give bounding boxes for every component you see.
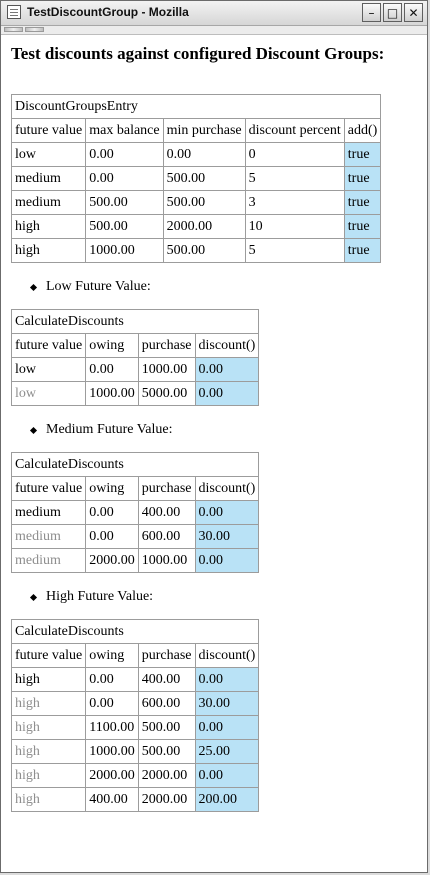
table-cell: 500.00: [163, 239, 245, 263]
table-cell: 5: [245, 239, 344, 263]
result-cell: true: [344, 167, 381, 191]
table-title: CalculateDiscounts: [12, 620, 259, 644]
table-cell: 1000.00: [86, 740, 139, 764]
table-cell: 500.00: [163, 167, 245, 191]
table-header-row: [12, 334, 259, 358]
bullet-icon: [30, 593, 37, 600]
result-cell: true: [344, 191, 381, 215]
table-cell: high: [12, 740, 86, 764]
table-cell: 0.00: [86, 525, 139, 549]
table-cell: medium: [12, 501, 86, 525]
table-row: [12, 501, 259, 525]
table-cell: 2000.00: [163, 215, 245, 239]
table-cell: 10: [245, 215, 344, 239]
column-header: discount(): [195, 644, 259, 668]
table-row: [12, 668, 259, 692]
table-cell: 400.00: [138, 668, 195, 692]
result-cell: 0.00: [195, 764, 259, 788]
table-cell: low: [12, 382, 86, 406]
list-item: [31, 589, 417, 605]
calculate-discounts-high-table: [11, 619, 259, 812]
table-cell: 1000.00: [138, 358, 195, 382]
column-header: future value: [12, 477, 86, 501]
column-header: owing: [86, 477, 139, 501]
table-title: CalculateDiscounts: [12, 453, 259, 477]
table-cell: high: [12, 764, 86, 788]
table-cell: 0.00: [86, 668, 139, 692]
table-cell: high: [12, 239, 86, 263]
table-row: [12, 788, 259, 812]
table-cell: medium: [12, 549, 86, 573]
bullet-icon: [30, 426, 37, 433]
result-cell: 30.00: [195, 525, 259, 549]
table-row: [12, 167, 381, 191]
list-item: [31, 279, 417, 295]
table-row: [12, 382, 259, 406]
table-cell: 2000.00: [138, 788, 195, 812]
column-header: discount(): [195, 477, 259, 501]
table-row: [12, 191, 381, 215]
calculate-discounts-low-table: [11, 309, 259, 406]
discount-groups-entry-table: [11, 94, 381, 263]
table-cell: high: [12, 668, 86, 692]
table-cell: 5000.00: [138, 382, 195, 406]
table-cell: 600.00: [138, 692, 195, 716]
table-row: [12, 692, 259, 716]
table-cell: 600.00: [138, 525, 195, 549]
column-header: add(): [344, 119, 381, 143]
table-cell: 0.00: [86, 501, 139, 525]
table-cell: 400.00: [138, 501, 195, 525]
table-cell: 1000.00: [138, 549, 195, 573]
table-row: [12, 215, 381, 239]
table-row: [12, 716, 259, 740]
section-label: High Future Value:: [46, 589, 154, 604]
column-header: max balance: [86, 119, 163, 143]
table-cell: medium: [12, 191, 86, 215]
document-icon: [7, 5, 21, 19]
section-label: Medium Future Value:: [46, 422, 173, 437]
column-header: discount percent: [245, 119, 344, 143]
result-cell: 25.00: [195, 740, 259, 764]
title-bar: [1, 1, 427, 26]
table-cell: 0: [245, 143, 344, 167]
result-cell: 30.00: [195, 692, 259, 716]
table-cell: 0.00: [86, 167, 163, 191]
table-cell: low: [12, 358, 86, 382]
page-heading: Test discounts against configured Discount Groups:: [11, 44, 385, 63]
table-row: [12, 358, 259, 382]
table-cell: 0.00: [86, 143, 163, 167]
result-cell: 0.00: [195, 668, 259, 692]
column-header: purchase: [138, 644, 195, 668]
calculate-discounts-medium-table: [11, 452, 259, 573]
column-header: future value: [12, 334, 86, 358]
table-cell: 3: [245, 191, 344, 215]
table-cell: medium: [12, 525, 86, 549]
window-title: TestDiscountGroup - Mozilla: [27, 5, 189, 19]
table-row: [12, 740, 259, 764]
minimize-button[interactable]: –: [362, 3, 381, 22]
table-cell: 500.00: [138, 740, 195, 764]
table-header-row: [12, 119, 381, 143]
table-header-row: [12, 644, 259, 668]
result-cell: true: [344, 239, 381, 263]
column-header: min purchase: [163, 119, 245, 143]
maximize-button[interactable]: □: [383, 3, 402, 22]
result-cell: true: [344, 215, 381, 239]
column-header: purchase: [138, 477, 195, 501]
table-row: [12, 525, 259, 549]
table-cell: 1000.00: [86, 382, 139, 406]
column-header: owing: [86, 334, 139, 358]
result-cell: 200.00: [195, 788, 259, 812]
table-title: CalculateDiscounts: [12, 310, 259, 334]
table-header-row: [12, 477, 259, 501]
table-row: [12, 764, 259, 788]
table-title: DiscountGroupsEntry: [12, 95, 381, 119]
table-cell: 2000.00: [86, 764, 139, 788]
section-label: Low Future Value:: [46, 279, 151, 294]
column-header: discount(): [195, 334, 259, 358]
table-cell: medium: [12, 167, 86, 191]
result-cell: 0.00: [195, 549, 259, 573]
result-cell: 0.00: [195, 716, 259, 740]
table-cell: 500.00: [86, 191, 163, 215]
column-header: owing: [86, 644, 139, 668]
table-cell: 1100.00: [86, 716, 139, 740]
table-cell: 2000.00: [86, 549, 139, 573]
toolbar-grip-icon[interactable]: [25, 27, 44, 32]
table-cell: 1000.00: [86, 239, 163, 263]
result-cell: 0.00: [195, 382, 259, 406]
window-controls: [362, 3, 423, 22]
table-cell: high: [12, 692, 86, 716]
result-cell: 0.00: [195, 501, 259, 525]
table-cell: high: [12, 716, 86, 740]
column-header: purchase: [138, 334, 195, 358]
list-item: [31, 422, 417, 438]
toolbar-grippy[interactable]: [4, 27, 44, 32]
table-cell: 500.00: [86, 215, 163, 239]
table-row: [12, 239, 381, 263]
table-cell: high: [12, 215, 86, 239]
table-cell: 0.00: [86, 692, 139, 716]
result-cell: 0.00: [195, 358, 259, 382]
page-content: [11, 34, 417, 812]
column-header: future value: [12, 119, 86, 143]
table-cell: low: [12, 143, 86, 167]
toolbar-grip-icon[interactable]: [4, 27, 23, 32]
table-cell: 500.00: [163, 191, 245, 215]
result-cell: true: [344, 143, 381, 167]
table-row: [12, 549, 259, 573]
table-cell: 400.00: [86, 788, 139, 812]
table-cell: 500.00: [138, 716, 195, 740]
table-cell: high: [12, 788, 86, 812]
table-cell: 0.00: [86, 358, 139, 382]
close-button[interactable]: ✕: [404, 3, 423, 22]
bullet-icon: [30, 283, 37, 290]
table-cell: 5: [245, 167, 344, 191]
table-cell: 0.00: [163, 143, 245, 167]
column-header: future value: [12, 644, 86, 668]
table-cell: 2000.00: [138, 764, 195, 788]
table-row: [12, 143, 381, 167]
